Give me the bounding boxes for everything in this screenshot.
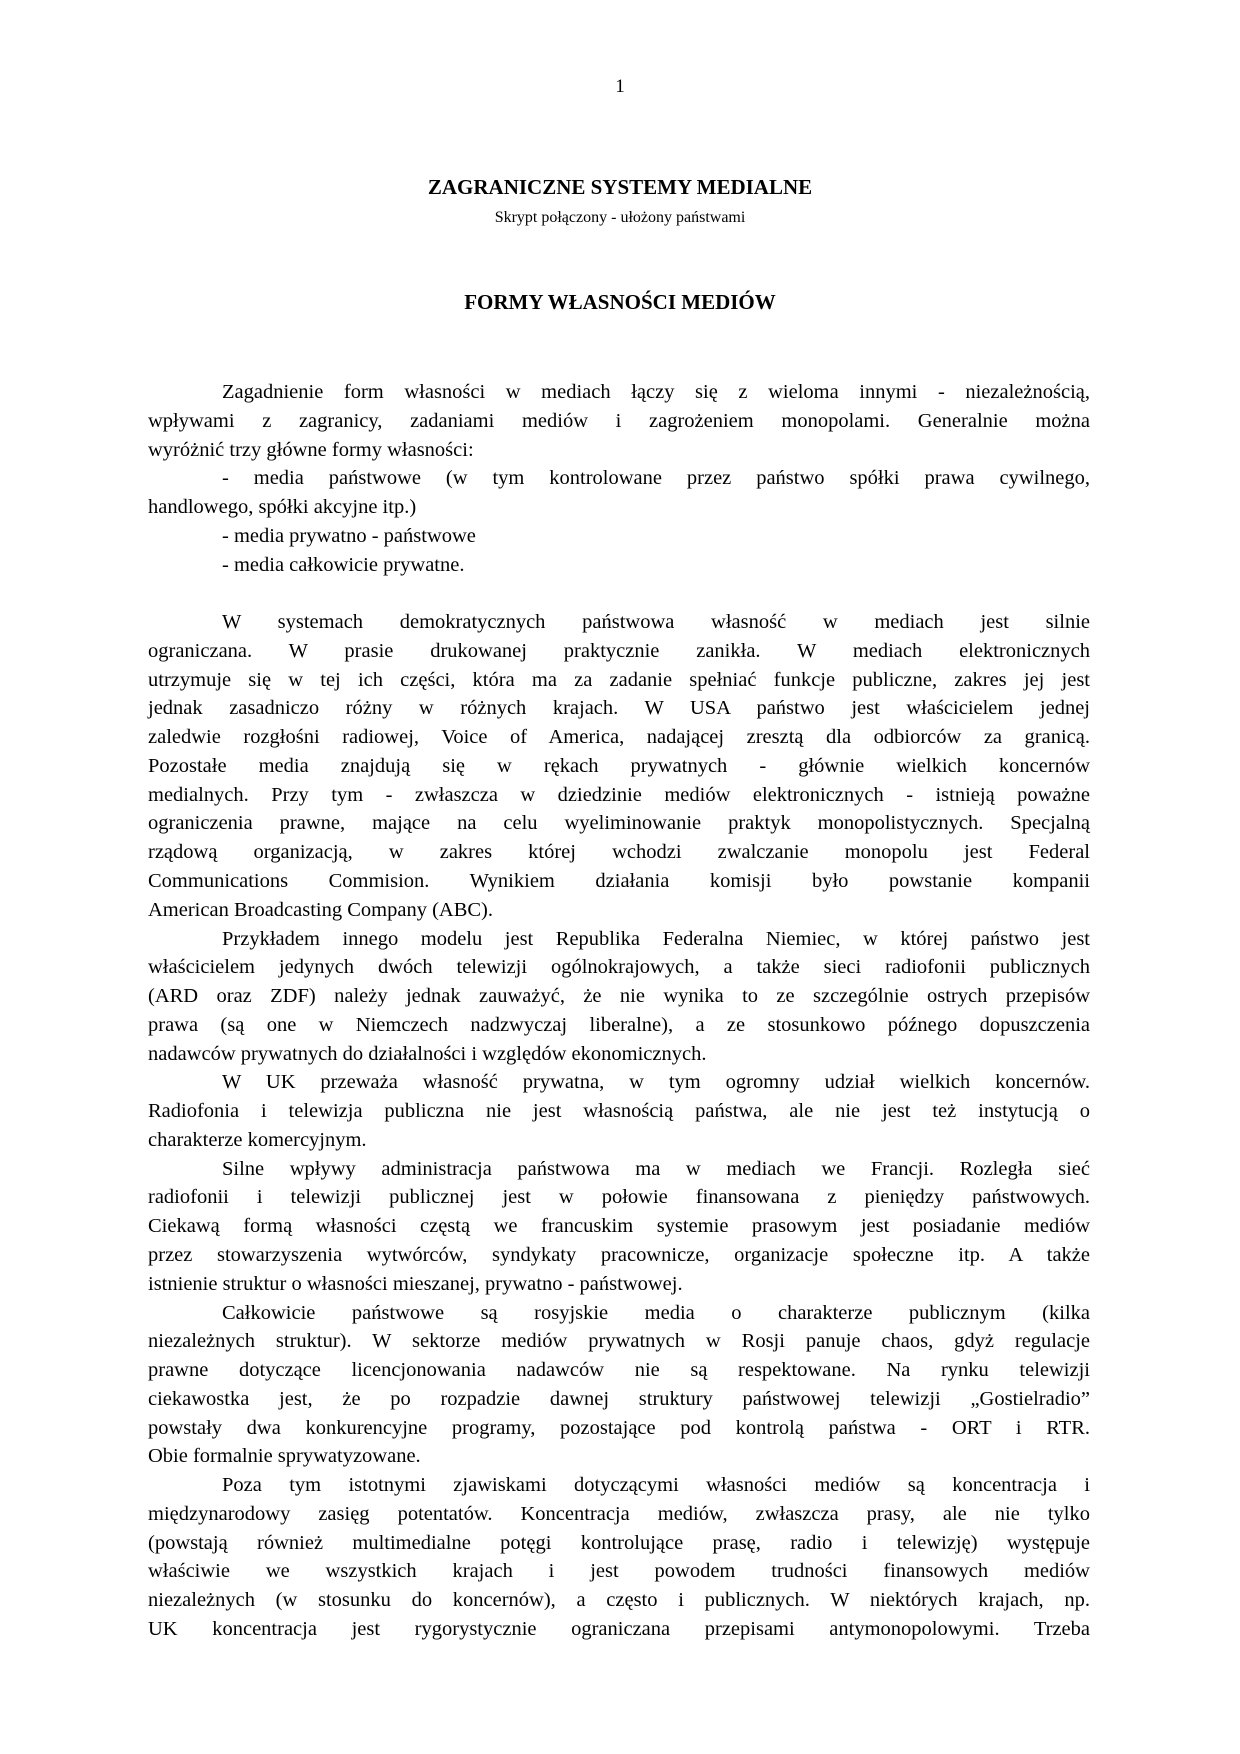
document-body (148, 378, 1090, 1644)
text-line: właściwie we wszystkich krajach i jest powodem trudności finansowych mediów (148, 1560, 1090, 1583)
text-line: UK koncentracja jest rygorystycznie ograniczana przepisami antymonopolowymi. Trzeba (148, 1617, 1090, 1640)
text-line: utrzymuje się w tej ich części, która ma za zadanie spełniać funkcje publiczne, zakres jej jest (148, 668, 1090, 691)
paragraph (148, 925, 1090, 1069)
document-subtitle: Skrypt połączony - ułożony państwami (494, 209, 746, 226)
text-line: ograniczana. W prasie drukowanej praktycznie zanikła. W mediach elektronicznych (148, 639, 1090, 662)
text-line: niezależnych struktur). W sektorze mediów prywatnych w Rosji panuje chaos, gdyż regulacje (148, 1330, 1090, 1353)
text-line: medialnych. Przy tym - zwłaszcza w dziedzinie mediów elektronicznych - istnieją poważne (148, 783, 1090, 806)
text-line: wpływami z zagranicy, zadaniami mediów i zagrożeniem monopolami. Generalnie można (148, 409, 1090, 432)
paragraph (148, 522, 1090, 551)
text-line: prawne dotyczące licencjonowania nadawców nie są respektowane. Na rynku telewizji (148, 1359, 1090, 1382)
text-line: prawa (są one w Niemczech nadzwyczaj liberalne), a ze stosunkowo późnego dopuszczenia (148, 1013, 1090, 1036)
text-line: przez stowarzyszenia wytwórców, syndykaty pracownicze, organizacje społeczne itp. A także (148, 1243, 1090, 1266)
text-line: Silne wpływy administracja państwowa ma w mediach we Francji. Rozległa sieć (222, 1157, 1090, 1180)
text-line: Communications Commision. Wynikiem działania komisji było powstanie kompanii (148, 870, 1090, 893)
text-line: międzynarodowy zasięg potentatów. Koncentracja mediów, zwłaszcza prasy, ale nie tylko (148, 1502, 1090, 1525)
text-line: American Broadcasting Company (ABC). (148, 898, 494, 921)
text-line: Pozostałe media znajdują się w rękach prywatnych - głównie wielkich koncernów (148, 754, 1090, 777)
text-line: Zagadnienie form własności w mediach łączy się z wieloma innymi - niezależnością, (222, 381, 1090, 403)
text-line: rządową organizacją, w zakres której wchodzi zwalczanie monopolu jest Federal (148, 841, 1090, 864)
text-line: wyróżnić trzy główne formy własności: (148, 438, 474, 461)
page-number: 1 (615, 76, 625, 97)
text-line: Poza tym istotnymi zjawiskami dotyczącymi własności mediów są koncentracja i (222, 1474, 1090, 1497)
text-line: (powstają również multimedialne potęgi kontrolujące prasę, radio i telewizję) występuje (148, 1531, 1090, 1554)
blank-line (148, 579, 1090, 608)
text-line: (ARD oraz ZDF) należy jednak zauważyć, że nie wynika to ze szczególnie ostrych przepisów (148, 985, 1090, 1008)
text-line: istnienie struktur o własności mieszanej, prywatno - państwowej. (148, 1272, 683, 1295)
paragraph (148, 608, 1090, 924)
section-heading: FORMY WŁASNOŚCI MEDIÓW (464, 290, 776, 314)
text-line: W UK przeważa własność prywatna, w tym ogromny udział wielkich koncernów. (222, 1071, 1090, 1094)
text-line: Ciekawą formą własności częstą we francuskim systemie prasowym jest posiadanie mediów (148, 1215, 1090, 1238)
paragraph (148, 551, 1090, 580)
text-line: właścicielem jedynych dwóch telewizji ogólnokrajowych, a także sieci radiofonii publicznych (148, 956, 1090, 979)
text-line: handlowego, spółki akcyjne itp.) (148, 496, 417, 519)
text-line: Radiofonia i telewizja publiczna nie jest własnością państwa, ale nie jest też instytucją o (148, 1100, 1090, 1123)
paragraph (148, 1299, 1090, 1472)
paragraph (148, 1471, 1090, 1644)
text-line: Obie formalnie sprywatyzowane. (148, 1445, 421, 1468)
text-line: radiofonii i telewizji publicznej jest w połowie finansowana z pieniędzy państwowych. (148, 1186, 1090, 1209)
text-line: - media całkowicie prywatne. (222, 553, 465, 576)
paragraph (148, 1068, 1090, 1154)
text-line: charakterze komercyjnym. (148, 1128, 367, 1151)
text-line: Przykładem innego modelu jest Republika Federalna Niemiec, w której państwo jest (222, 927, 1090, 950)
paragraph (148, 1155, 1090, 1299)
text-line: ograniczenia prawne, mające na celu wyeliminowanie praktyk monopolistycznych. Specjalną (148, 812, 1090, 835)
text-line: W systemach demokratycznych państwowa własność w mediach jest silnie (222, 611, 1090, 634)
paragraph (148, 378, 1090, 464)
text-line: ciekawostka jest, że po rozpadzie dawnej struktury państwowej telewizji „Gostielradio” (148, 1387, 1090, 1410)
text-line: - media państwowe (w tym kontrolowane przez państwo spółki prawa cywilnego, (222, 467, 1090, 490)
text-line: - media prywatno - państwowe (222, 524, 476, 547)
paragraph (148, 464, 1090, 522)
text-line: niezależnych (w stosunku do koncernów), a często i publicznych. W niektórych krajach, np. (148, 1589, 1090, 1612)
document-title: ZAGRANICZNE SYSTEMY MEDIALNE (427, 175, 813, 199)
text-line: Całkowicie państwowe są rosyjskie media o charakterze publicznym (kilka (222, 1301, 1090, 1324)
text-line: jednak zasadniczo różny w różnych krajach. W USA państwo jest właścicielem jednej (148, 697, 1090, 720)
text-line: zaledwie rozgłośni radiowej, Voice of America, nadającej zresztą dla odbiorców za granicą. (148, 726, 1090, 749)
text-line: nadawców prywatnych do działalności i względów ekonomicznych. (148, 1042, 707, 1065)
text-line: powstały dwa konkurencyjne programy, pozostające pod kontrolą państwa - ORT i RTR. (148, 1416, 1090, 1439)
